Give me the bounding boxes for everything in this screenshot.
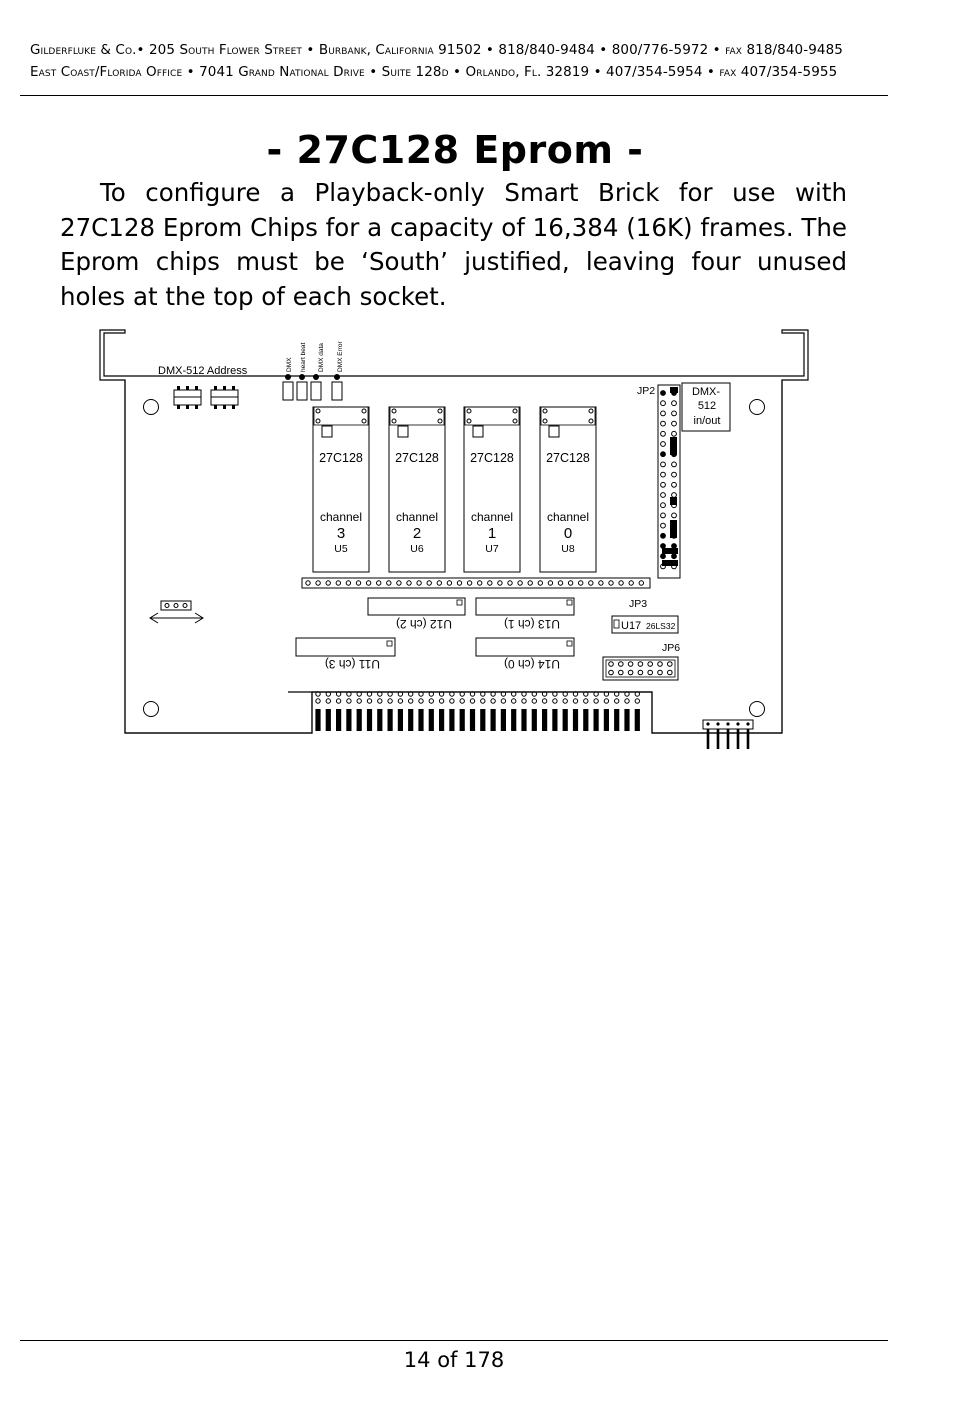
mounting-hole bbox=[750, 702, 765, 717]
chip-channel-word: channel bbox=[395, 510, 439, 524]
mounting-hole bbox=[750, 400, 765, 415]
chip-ref: U6 bbox=[410, 543, 424, 555]
chip-channel-number: 3 bbox=[336, 525, 346, 542]
led-label-dmx-error: DMX Error bbox=[337, 341, 344, 372]
chip-part-label: 27C128 bbox=[395, 451, 439, 465]
eprom-socket bbox=[540, 407, 596, 572]
driver-u13: U13 (ch 1) bbox=[503, 617, 560, 631]
chip-part-label: 27C128 bbox=[546, 451, 590, 465]
status-leds bbox=[283, 382, 342, 400]
eprom-socket bbox=[389, 407, 445, 572]
chip-channel-number: 1 bbox=[487, 525, 497, 542]
page-number: 14 of 178 bbox=[403, 1348, 505, 1372]
led-label-dmx: DMX bbox=[286, 357, 293, 372]
chip-ref: U7 bbox=[485, 543, 499, 555]
jp6-label: JP6 bbox=[662, 642, 681, 654]
driver-u11: U11 (ch 3) bbox=[324, 657, 380, 671]
eprom-socket bbox=[313, 407, 369, 572]
footer-divider bbox=[20, 1340, 888, 1341]
chip-channel-word: channel bbox=[546, 510, 590, 524]
eprom-socket bbox=[464, 407, 520, 572]
body-paragraph: To configure a Playback-only Smart Brick for use with 27C128 Eprom Chips for a capacity of 16,384 (16K) frames. The Eprom chips must be ‘South’ justified, leaving four unused holes at the top of each socket. bbox=[60, 178, 847, 311]
chip-ref: U8 bbox=[561, 543, 575, 555]
double-arrow-icon bbox=[150, 613, 203, 623]
led-label-dmx-data: DMX data bbox=[318, 343, 325, 372]
driver-u12: U12 (ch 2) bbox=[395, 617, 452, 631]
chip-channel-word: channel bbox=[319, 510, 363, 524]
chip-ref: U5 bbox=[334, 543, 348, 555]
dip-switch bbox=[174, 390, 238, 405]
chip-part-label: 27C128 bbox=[319, 451, 363, 465]
dmx-io-label: 512 bbox=[697, 400, 717, 412]
dmx-io-label: DMX- bbox=[691, 386, 721, 398]
header-office-line: East Coast/Florida Office • 7041 Grand National Drive • Suite 128d • Orlando, Fl. 32819 • 407/354-5954 • fax 407/354-5955 bbox=[30, 64, 838, 80]
chip-channel-number: 0 bbox=[563, 525, 573, 542]
driver-u14: U14 (ch 0) bbox=[503, 657, 560, 671]
chip-channel-number: 2 bbox=[412, 525, 422, 542]
page-title: - 27C128 Eprom - bbox=[266, 128, 644, 172]
jp3-label: JP3 bbox=[629, 598, 648, 610]
mounting-hole bbox=[144, 400, 159, 415]
dmx-io-label: in/out bbox=[693, 415, 721, 427]
dmx-address-label: DMX-512 Address bbox=[158, 365, 248, 377]
pin-strip bbox=[302, 578, 650, 588]
u17-label: U17 bbox=[621, 620, 642, 632]
chip-part-label: 27C128 bbox=[470, 451, 514, 465]
u17-part: 26LS32 bbox=[646, 621, 676, 631]
chip-channel-word: channel bbox=[470, 510, 514, 524]
jp2-label: JP2 bbox=[637, 385, 656, 397]
jp6-header bbox=[603, 657, 678, 680]
header-address-line: Gilderfluke & Co.• 205 South Flower Street • Burbank, California 91502 • 818/840-9484 • 800/776-5972 • fax 818/840-9485 bbox=[30, 42, 843, 58]
led-label-heartbeat: heart beat bbox=[300, 342, 307, 372]
mounting-hole bbox=[144, 702, 159, 717]
edge-connector bbox=[315, 692, 640, 731]
